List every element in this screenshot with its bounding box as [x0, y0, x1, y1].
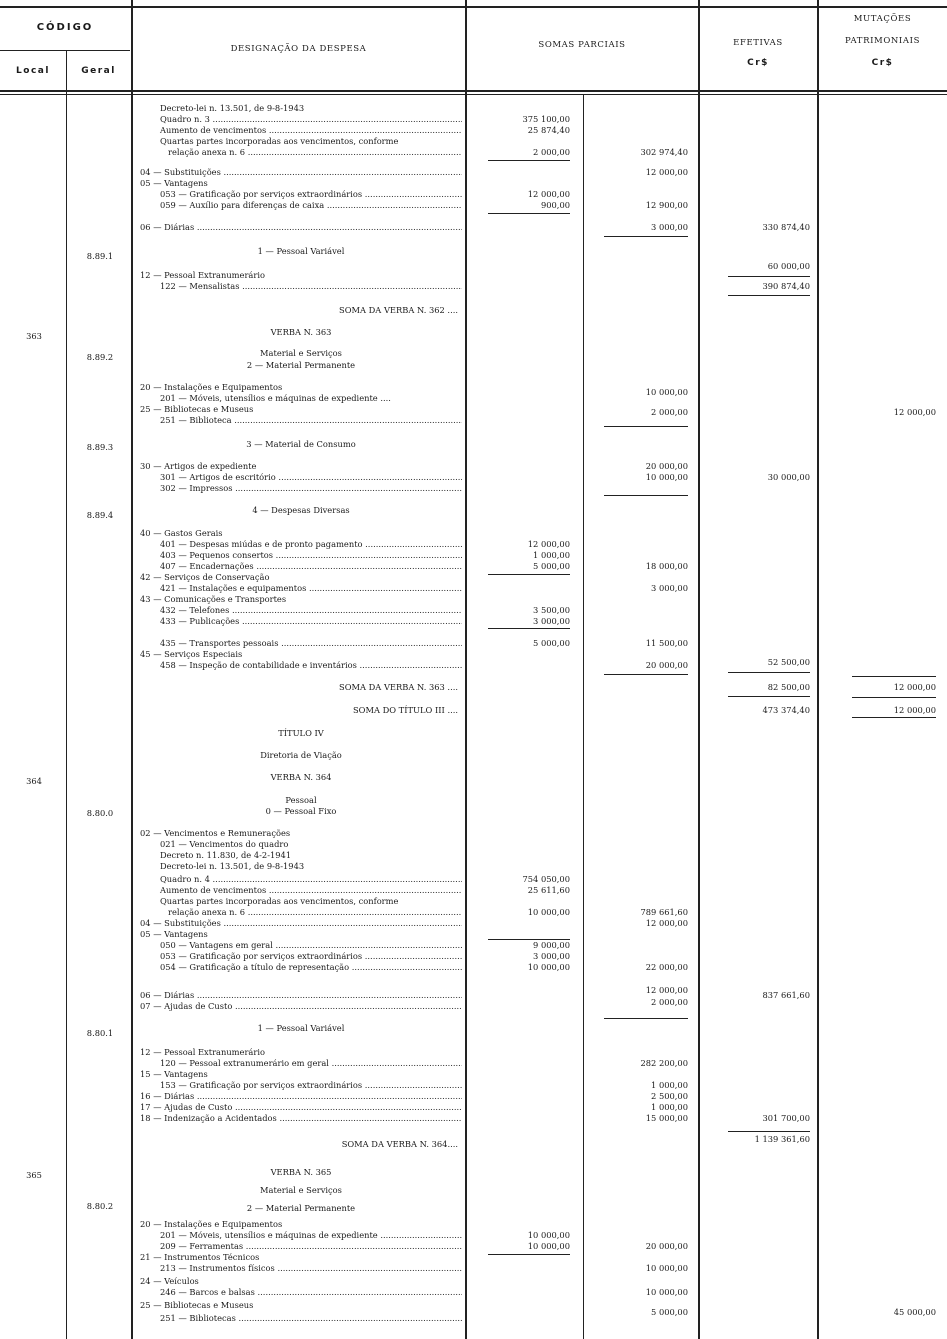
efetiva-value: 390 874,40	[762, 281, 810, 291]
table-row	[0, 795, 947, 806]
table-row	[0, 1313, 947, 1324]
codigo-geral: 8.80.1	[86, 1028, 114, 1038]
table-row	[0, 1091, 947, 1102]
table-row	[0, 951, 947, 962]
table-row	[0, 940, 947, 951]
row-description: 401 — Despesas miúdas e de pronto pagamento .....	[140, 539, 462, 550]
table-row	[0, 1252, 947, 1263]
table-row	[0, 125, 947, 136]
table-row	[0, 638, 947, 649]
soma-parcial-1: 10 000,00	[527, 907, 570, 917]
efetiva-value: 301 700,00	[762, 1113, 810, 1123]
soma-parcial-1: 12 000,00	[527, 189, 570, 199]
table-row	[0, 483, 947, 494]
row-description: Decreto n. 11.830, de 4-2-1941	[160, 850, 292, 860]
row-description: TÍTULO IV	[278, 728, 324, 738]
row-description: 053 — Gratificação por serviços extraordinários .....	[140, 189, 462, 200]
row-description: Aumento de vencimentos .....	[140, 125, 462, 136]
row-description: 050 — Vantagens em geral .....	[140, 940, 462, 951]
row-description: 251 — Bibliotecas .....	[140, 1313, 462, 1324]
row-description: 16 — Diárias .....	[140, 1091, 462, 1102]
soma-parcial-1: 754 050,00	[522, 874, 570, 884]
sum-rule	[604, 674, 688, 675]
row-description: 0 — Pessoal Fixo	[265, 806, 337, 816]
row-description: SOMA DO TÍTULO III ....	[352, 705, 458, 715]
soma-parcial-1: 5 000,00	[533, 638, 570, 648]
soma-parcial-2: 10 000,00	[645, 387, 688, 397]
sum-rule	[852, 676, 936, 677]
row-description: Pessoal	[285, 795, 317, 805]
soma-parcial-1: 10 000,00	[527, 1230, 570, 1240]
soma-parcial-2: 789 661,60	[640, 907, 688, 917]
table-row	[0, 918, 947, 929]
row-description: SOMA DA VERBA N. 362 ....	[339, 305, 458, 315]
table-row	[0, 660, 947, 671]
row-description: 40 — Gastos Gerais	[140, 528, 223, 538]
sum-rule	[488, 628, 570, 629]
header-mutacoes: MUTAÇÕES	[853, 14, 912, 24]
table-row	[0, 393, 947, 404]
row-description: 1 — Pessoal Variável	[257, 1023, 345, 1033]
soma-parcial-2: 2 500,00	[651, 1091, 688, 1101]
table-row	[0, 281, 947, 292]
soma-parcial-2: 22 000,00	[645, 962, 688, 972]
soma-parcial-1: 5 000,00	[533, 561, 570, 571]
table-row	[0, 594, 947, 605]
row-description: 213 — Instrumentos físicos .....	[140, 1263, 462, 1274]
table-row	[0, 1276, 947, 1287]
soma-parcial-2: 2 000,00	[651, 997, 688, 1007]
row-description: Material e Serviços	[260, 348, 342, 358]
table-row	[0, 1113, 947, 1124]
soma-parcial-2: 20 000,00	[645, 1241, 688, 1251]
row-description: 4 — Despesas Diversas	[252, 505, 350, 515]
soma-parcial-2: 10 000,00	[645, 1263, 688, 1273]
codigo-geral: 8.89.4	[86, 510, 114, 520]
table-row	[0, 331, 947, 342]
table-row	[0, 1241, 947, 1252]
codigo-geral: 8.89.2	[86, 352, 114, 362]
row-description: 2 — Material Permanente	[246, 1203, 356, 1213]
table-row	[0, 828, 947, 839]
header-codigo: CÓDIGO	[36, 22, 94, 33]
row-description: Material e Serviços	[260, 1185, 342, 1195]
row-description: 43 — Comunicações e Transportes	[140, 594, 287, 604]
table-row	[0, 1028, 947, 1039]
row-description: 1 — Pessoal Variável	[257, 246, 345, 256]
codigo-geral: 8.80.2	[86, 1201, 114, 1211]
table-row	[0, 1001, 947, 1012]
row-description: 45 — Serviços Especiais	[140, 649, 243, 659]
table-row	[0, 147, 947, 158]
sum-rule	[488, 160, 570, 161]
sum-rule	[488, 574, 570, 575]
sum-rule	[728, 1131, 810, 1132]
table-row	[0, 510, 947, 521]
row-description: 42 — Serviços de Conservação	[140, 572, 270, 582]
header-efetivas: EFETIVAS	[733, 38, 783, 48]
table-row	[0, 178, 947, 189]
soma-parcial-1: 25 611,60	[527, 885, 570, 895]
sum-rule	[728, 696, 810, 697]
row-description: 05 — Vantagens	[140, 929, 208, 939]
soma-parcial-1: 900,00	[540, 200, 570, 210]
soma-parcial-1: 10 000,00	[527, 1241, 570, 1251]
soma-parcial-2: 10 000,00	[645, 1287, 688, 1297]
row-description: 054 — Gratificação a título de representação .....	[140, 962, 462, 973]
sum-rule	[488, 939, 570, 940]
table-row	[0, 114, 947, 125]
sum-rule	[852, 697, 936, 698]
efetiva-value: 1 139 361,60	[754, 1134, 810, 1144]
soma-parcial-2: 302 974,40	[640, 147, 688, 157]
row-description: 053 — Gratificação por serviços extraordinários .....	[140, 951, 462, 962]
soma-parcial-1: 1 000,00	[533, 550, 570, 560]
row-description: 07 — Ajudas de Custo .....	[140, 1001, 462, 1012]
codigo-local: 363	[26, 331, 42, 341]
row-description: Decreto-lei n. 13.501, de 9-8-1943	[160, 861, 305, 871]
row-description: 25 — Bibliotecas e Museus	[140, 404, 254, 414]
table-row	[0, 528, 947, 539]
soma-parcial-2: 282 200,00	[640, 1058, 688, 1068]
table-row	[0, 1102, 947, 1113]
row-description: 04 — Substituições .....	[140, 167, 462, 178]
row-description: 021 — Vencimentos do quadro	[160, 839, 289, 849]
row-description: 24 — Veículos	[140, 1276, 199, 1286]
row-description: SOMA DA VERBA N. 364....	[341, 1139, 458, 1149]
soma-parcial-2: 12 000,00	[645, 918, 688, 928]
row-description: 20 — Instalações e Equipamentos	[140, 382, 283, 392]
top-rule	[0, 6, 947, 8]
soma-parcial-2: 20 000,00	[645, 461, 688, 471]
table-row	[0, 728, 947, 739]
row-description: Decreto-lei n. 13.501, de 9-8-1943	[160, 103, 305, 113]
row-description: 433 — Publicações .....	[140, 616, 462, 627]
soma-parcial-2: 15 000,00	[645, 1113, 688, 1123]
efetiva-value: 30 000,00	[767, 472, 810, 482]
efetiva-value: 82 500,00	[767, 682, 810, 692]
row-description: 06 — Diárias .....	[140, 222, 462, 233]
row-description: 17 — Ajudas de Custo .....	[140, 1102, 462, 1113]
soma-parcial-2: 12 000,00	[645, 167, 688, 177]
soma-parcial-2: 12 900,00	[645, 200, 688, 210]
table-row	[0, 907, 947, 918]
row-description: 301 — Artigos de escritório .....	[140, 472, 462, 483]
row-description: 30 — Artigos de expediente	[140, 461, 257, 471]
row-description: 21 — Instrumentos Técnicos	[140, 1252, 260, 1262]
row-description: 302 — Impressos .....	[140, 483, 462, 494]
row-description: VERBA N. 364	[270, 772, 332, 782]
sum-rule	[604, 426, 688, 427]
header-local: Local	[16, 66, 50, 76]
table-row	[0, 461, 947, 472]
efetiva-value: 330 874,40	[762, 222, 810, 232]
row-description: 403 — Pequenos consertos .....	[140, 550, 462, 561]
soma-parcial-2: 12 000,00	[645, 985, 688, 995]
soma-parcial-2: 10 000,00	[645, 472, 688, 482]
table-row	[0, 200, 947, 211]
soma-parcial-2: 1 000,00	[651, 1080, 688, 1090]
header-bottom-rule-2	[0, 94, 947, 95]
row-description: 246 — Barcos e balsas .....	[140, 1287, 462, 1298]
table-row	[0, 583, 947, 594]
table-row	[0, 167, 947, 178]
header-patrimoniais: PATRIMONIAIS	[844, 36, 921, 46]
table-row	[0, 1139, 947, 1150]
table-row	[0, 839, 947, 850]
sum-rule	[604, 495, 688, 496]
soma-parcial-1: 25 874,40	[527, 125, 570, 135]
row-description: 432 — Telefones .....	[140, 605, 462, 616]
table-row	[0, 885, 947, 896]
row-description: 12 — Pessoal Extranumerário	[140, 1047, 265, 1057]
soma-parcial-2: 3 000,00	[651, 222, 688, 232]
codigo-local: 365	[26, 1170, 42, 1180]
row-description: 120 — Pessoal extranumerário em geral .....	[140, 1058, 462, 1069]
mutacao-value: 12 000,00	[893, 705, 936, 715]
row-description: 3 — Material de Consumo	[246, 439, 356, 449]
row-description: 06 — Diárias .....	[140, 990, 462, 1001]
table-row	[0, 415, 947, 426]
sum-rule	[604, 236, 688, 237]
sum-rule	[728, 672, 810, 673]
table-row	[0, 305, 947, 316]
sum-rule	[488, 1254, 570, 1255]
soma-parcial-2: 1 000,00	[651, 1102, 688, 1112]
row-description: SOMA DA VERBA N. 363 ....	[339, 682, 458, 692]
table-row	[0, 850, 947, 861]
table-row	[0, 1058, 947, 1069]
codigo-geral: 8.89.1	[86, 251, 114, 261]
table-row	[0, 896, 947, 907]
table-row	[0, 750, 947, 761]
efetiva-value: 52 500,00	[767, 657, 810, 667]
row-description: 2 — Material Permanente	[246, 360, 356, 370]
row-description: relação anexa n. 6 .....	[140, 147, 462, 158]
row-description: 18 — Indenização a Acidentados .....	[140, 1113, 462, 1124]
soma-parcial-2: 20 000,00	[645, 660, 688, 670]
table-row	[0, 189, 947, 200]
row-description: 20 — Instalações e Equipamentos	[140, 1219, 283, 1229]
table-row	[0, 705, 947, 716]
row-description: 12 — Pessoal Extranumerário	[140, 270, 265, 280]
table-row	[0, 472, 947, 483]
table-row	[0, 1185, 947, 1196]
row-description: VERBA N. 365	[270, 1167, 332, 1177]
row-description: 435 — Transportes pessoais .....	[140, 638, 462, 649]
row-description: 407 — Encadernações .....	[140, 561, 462, 572]
row-description: 251 — Biblioteca .....	[140, 415, 462, 426]
table-row	[0, 136, 947, 147]
header-somas-parciais: SOMAS PARCIAIS	[538, 40, 626, 50]
soma-parcial-1: 12 000,00	[527, 539, 570, 549]
row-description: 04 — Substituições .....	[140, 918, 462, 929]
table-row	[0, 1219, 947, 1230]
soma-parcial-2: 18 000,00	[645, 561, 688, 571]
soma-parcial-2: 11 500,00	[645, 638, 688, 648]
codigo-split-rule	[0, 50, 130, 51]
row-description: 05 — Vantagens	[140, 178, 208, 188]
mutacao-value: 12 000,00	[893, 407, 936, 417]
row-description: Diretoria de Viação	[260, 750, 342, 760]
table-row	[0, 929, 947, 940]
sum-rule	[852, 717, 936, 718]
header-mutacoes-unit: Cr$	[871, 58, 894, 68]
table-row	[0, 360, 947, 371]
table-row	[0, 616, 947, 627]
table-row	[0, 776, 947, 787]
efetiva-value: 473 374,40	[762, 705, 810, 715]
row-description: 209 — Ferramentas .....	[140, 1241, 462, 1252]
table-row	[0, 861, 947, 872]
row-description: 25 — Bibliotecas e Museus	[140, 1300, 254, 1310]
codigo-geral: 8.80.0	[86, 808, 114, 818]
codigo-local: 364	[26, 776, 42, 786]
soma-parcial-1: 3 000,00	[533, 951, 570, 961]
table-row	[0, 1069, 947, 1080]
table-row	[0, 605, 947, 616]
soma-parcial-1: 3 500,00	[533, 605, 570, 615]
sum-rule	[728, 295, 810, 296]
table-row	[0, 561, 947, 572]
soma-parcial-1: 3 000,00	[533, 616, 570, 626]
table-row	[0, 1203, 947, 1214]
mutacao-value: 45 000,00	[893, 1307, 936, 1317]
table-row	[0, 874, 947, 885]
efetiva-value: 837 661,60	[762, 990, 810, 1000]
row-description: 02 — Vencimentos e Remunerações	[140, 828, 291, 838]
table-row	[0, 682, 947, 693]
row-description: Aumento de vencimentos .....	[140, 885, 462, 896]
row-description: 153 — Gratificação por serviços extraordinários .....	[140, 1080, 462, 1091]
soma-parcial-1: 2 000,00	[533, 147, 570, 157]
row-description: 059 — Auxílio para diferenças de caixa .....	[140, 200, 462, 211]
sum-rule	[488, 213, 570, 214]
soma-parcial-1: 10 000,00	[527, 962, 570, 972]
table-row	[0, 1080, 947, 1091]
soma-parcial-2: 2 000,00	[651, 407, 688, 417]
soma-parcial-1: 375 100,00	[522, 114, 570, 124]
row-description: Quartas partes incorporadas aos vencimentos, conforme	[160, 136, 399, 146]
efetiva-value: 60 000,00	[767, 261, 810, 271]
row-description: 201 — Móveis, utensílios e máquinas de expediente ....	[160, 393, 391, 403]
mutacao-value: 12 000,00	[893, 682, 936, 692]
table-row	[0, 1263, 947, 1274]
table-row	[0, 539, 947, 550]
table-row	[0, 1287, 947, 1298]
row-description: VERBA N. 363	[270, 327, 332, 337]
row-description: Quadro n. 3 .....	[140, 114, 462, 125]
table-row	[0, 572, 947, 583]
sum-rule	[604, 1018, 688, 1019]
sum-rule	[728, 276, 810, 277]
table-row	[0, 962, 947, 973]
row-description: relação anexa n. 6 .....	[140, 907, 462, 918]
table-row	[0, 808, 947, 819]
table-row	[0, 550, 947, 561]
table-row	[0, 1230, 947, 1241]
header-efetivas-unit: Cr$	[747, 58, 769, 68]
table-row	[0, 442, 947, 453]
header-bottom-rule	[0, 90, 947, 92]
codigo-geral: 8.89.3	[86, 442, 114, 452]
table-row	[0, 103, 947, 114]
table-row	[0, 1047, 947, 1058]
row-description: 122 — Mensalistas .....	[140, 281, 462, 292]
soma-parcial-2: 3 000,00	[651, 583, 688, 593]
table-row	[0, 222, 947, 233]
row-description: 421 — Instalações e equipamentos .....	[140, 583, 462, 594]
row-description: Quartas partes incorporadas aos vencimentos, conforme	[160, 896, 399, 906]
soma-parcial-2: 5 000,00	[651, 1307, 688, 1317]
row-description: 201 — Móveis, utensílios e máquinas de expediente .....	[140, 1230, 462, 1241]
row-description: 458 — Inspeção de contabilidade e inventários .....	[140, 660, 462, 671]
row-description: 15 — Vantagens	[140, 1069, 208, 1079]
header-geral: Geral	[81, 66, 116, 76]
soma-parcial-1: 9 000,00	[533, 940, 570, 950]
table-row	[0, 1170, 947, 1181]
row-description: Quadro n. 4 .....	[140, 874, 462, 885]
header-designacao: DESIGNAÇÃO DA DESPESA	[230, 44, 367, 54]
